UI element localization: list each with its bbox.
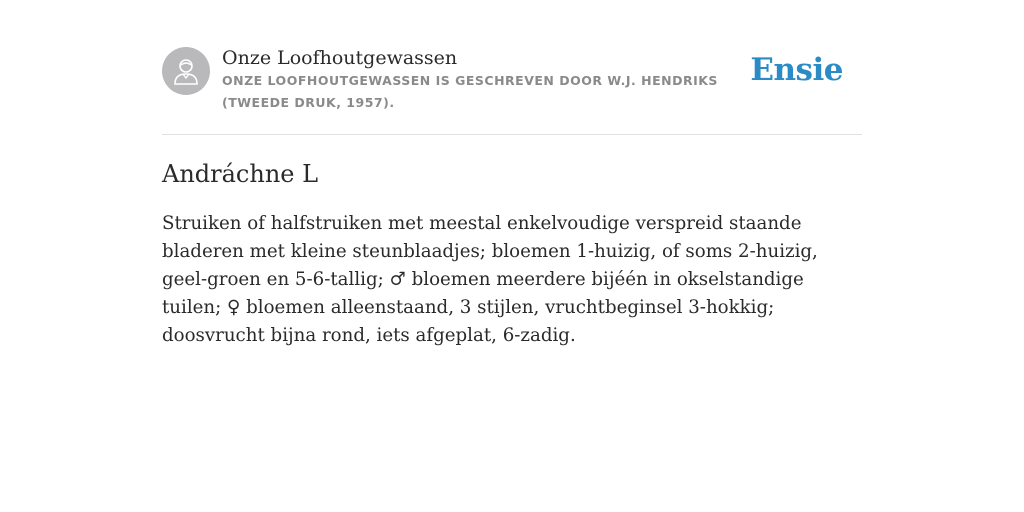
page <box>162 0 862 350</box>
source-description: ONZE LOOFHOUTGEWASSEN IS GESCHREVEN DOOR W.J. HENDRIKS (TWEEDE DRUK, 1957). <box>222 73 718 110</box>
user-avatar-icon <box>172 56 200 86</box>
entry-title: Andráchne L <box>162 160 319 188</box>
entry-body: Struiken of halfstruiken met meestal enkelvoudige verspreid staande bladeren met kleine steunblaadjes; bloemen 1-huizig, of soms 2-huizig, geel-groen en 5-6-tallig; ♂ bloemen meerdere bijéén in okselstandige tuilen; ♀ bloemen alleenstaand, 3 stijlen, vruchtbeginsel 3-hokkig; doosvrucht bijna rond, iets afgeplat, 6-zadig. <box>162 213 818 346</box>
source-title[interactable]: Onze Loofhoutgewassen <box>222 47 458 69</box>
avatar[interactable] <box>162 47 210 95</box>
source-meta <box>222 46 752 114</box>
brand-logo[interactable]: Ensie <box>750 52 843 88</box>
